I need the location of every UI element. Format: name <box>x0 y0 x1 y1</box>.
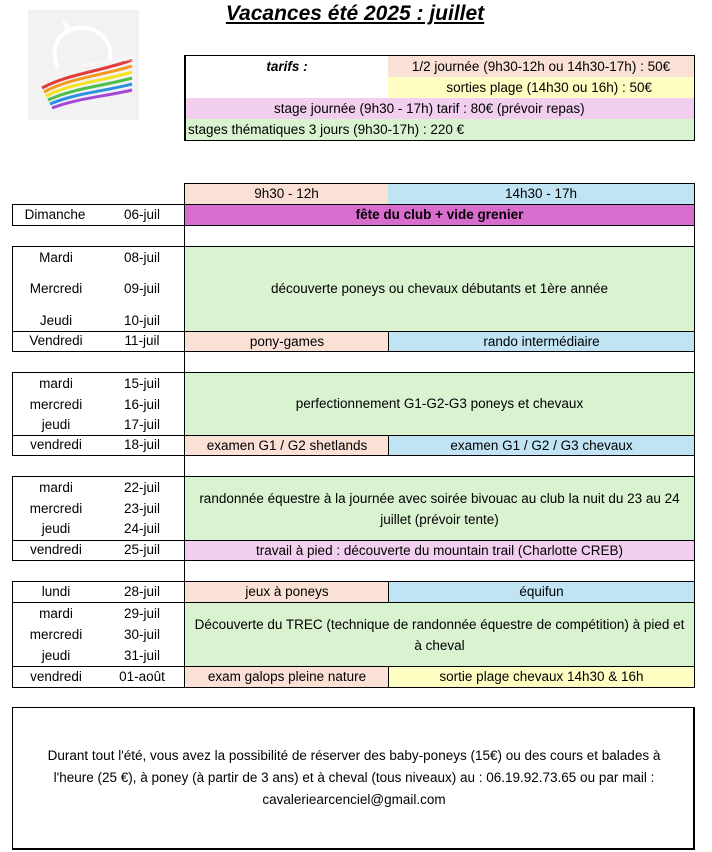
date-label: 11-juil <box>124 333 160 348</box>
activity-perfectionnement: perfectionnement G1-G2-G3 poneys et chevaux <box>184 372 695 435</box>
activity-decouverte: découverte poneys ou chevaux débutants et 1ère année <box>184 246 695 331</box>
activity-afternoon: examen G1 / G2 / G3 chevaux <box>388 435 695 456</box>
day-label: vendredi <box>30 437 82 452</box>
spacer-row <box>184 456 695 477</box>
tarif-demi-journee: 1/2 journée (9h30-12h ou 14h30-17h) : 50€ <box>388 56 694 77</box>
activity-morning: examen G1 / G2 shetlands <box>184 435 389 456</box>
day-label: Vendredi <box>29 333 83 348</box>
day-label: jeudi <box>41 521 71 536</box>
activity-afternoon: sortie plage chevaux 14h30 & 16h <box>388 666 695 688</box>
header-afternoon: 14h30 - 17h <box>388 183 695 205</box>
day-label: mercredi <box>29 397 83 412</box>
activity-morning: pony-games <box>184 331 389 352</box>
day-label: mardi <box>39 606 73 621</box>
day-label: mercredi <box>29 627 83 642</box>
footer-note: Durant tout l'été, vous avez la possibilité de réserver des baby-poneys (15€) ou des cours et balades à l'heure (25 €), à poney (à partir de 3 ans) et à cheval (tous niveaux) au : 06.19.92.73.65 ou par mail : cavaleriearcenciel@gmail.com <box>47 748 661 807</box>
day-label: lundi <box>41 584 71 599</box>
date-label: 31-juil <box>123 648 161 663</box>
day-label: Jeudi <box>39 313 73 328</box>
horse-logo-icon <box>28 10 139 120</box>
date-label: 22-juil <box>123 480 161 495</box>
header-morning: 9h30 - 12h <box>184 183 389 205</box>
activity-randonnee: randonnée équestre à la journée avec soirée bivouac au club la nuit du 23 au 24 juillet (prévoir tente) <box>184 476 695 540</box>
spacer-row <box>184 226 695 247</box>
date-label: 29-juil <box>123 606 161 621</box>
day-label: Dimanche <box>24 207 86 222</box>
day-label: Mardi <box>39 250 73 265</box>
activity-fete-club: fête du club + vide grenier <box>184 204 695 226</box>
date-label: 10-juil <box>123 313 161 328</box>
date-label: 06-juil <box>123 207 161 222</box>
date-label: 09-juil <box>123 281 161 296</box>
date-label: 15-juil <box>123 376 161 391</box>
tarifs-label: tarifs : <box>266 58 308 74</box>
day-label: Mercredi <box>29 281 83 296</box>
date-label: 23-juil <box>123 501 161 516</box>
logo <box>28 10 139 120</box>
date-label: 08-juil <box>123 250 161 265</box>
day-label: mardi <box>39 480 73 495</box>
tarif-stages-thematiques: stages thématiques 3 jours (9h30-17h) : 220 € <box>186 119 694 140</box>
day-label: jeudi <box>41 648 71 663</box>
date-label: 01-août <box>119 669 165 684</box>
activity-afternoon: rando intermédiaire <box>388 331 695 352</box>
activity-afternoon: équifun <box>388 581 695 603</box>
page-title: Vacances été 2025 : juillet <box>225 2 485 25</box>
day-label: mercredi <box>29 501 83 516</box>
day-label: vendredi <box>30 669 82 684</box>
date-label: 25-juil <box>123 542 161 557</box>
date-label: 24-juil <box>123 521 161 536</box>
date-label: 30-juil <box>123 627 161 642</box>
date-label: 16-juil <box>123 397 161 412</box>
activity-travail-a-pied: travail à pied : découverte du mountain trail (Charlotte CREB) <box>184 540 695 561</box>
tarif-stage-journee: stage journée (9h30 - 17h) tarif : 80€ (prévoir repas) <box>186 98 694 119</box>
day-label: mardi <box>39 376 73 391</box>
date-label: 28-juil <box>123 584 161 599</box>
spacer-row <box>184 561 695 582</box>
activity-trec: Découverte du TREC (technique de randonnée équestre de compétition) à pied et à cheval <box>184 603 695 666</box>
activity-morning: jeux à poneys <box>184 581 389 603</box>
date-label: 17-juil <box>123 417 161 432</box>
logo-text: Cavalerie Arc-en-Ciel <box>77 56 135 70</box>
day-label: vendredi <box>30 542 82 557</box>
date-label: 18-juil <box>123 437 161 452</box>
activity-morning: exam galops pleine nature <box>184 666 389 688</box>
day-label: jeudi <box>41 417 71 432</box>
tarif-sorties-plage: sorties plage (14h30 ou 16h) : 50€ <box>388 77 694 98</box>
spacer-row <box>184 352 695 373</box>
